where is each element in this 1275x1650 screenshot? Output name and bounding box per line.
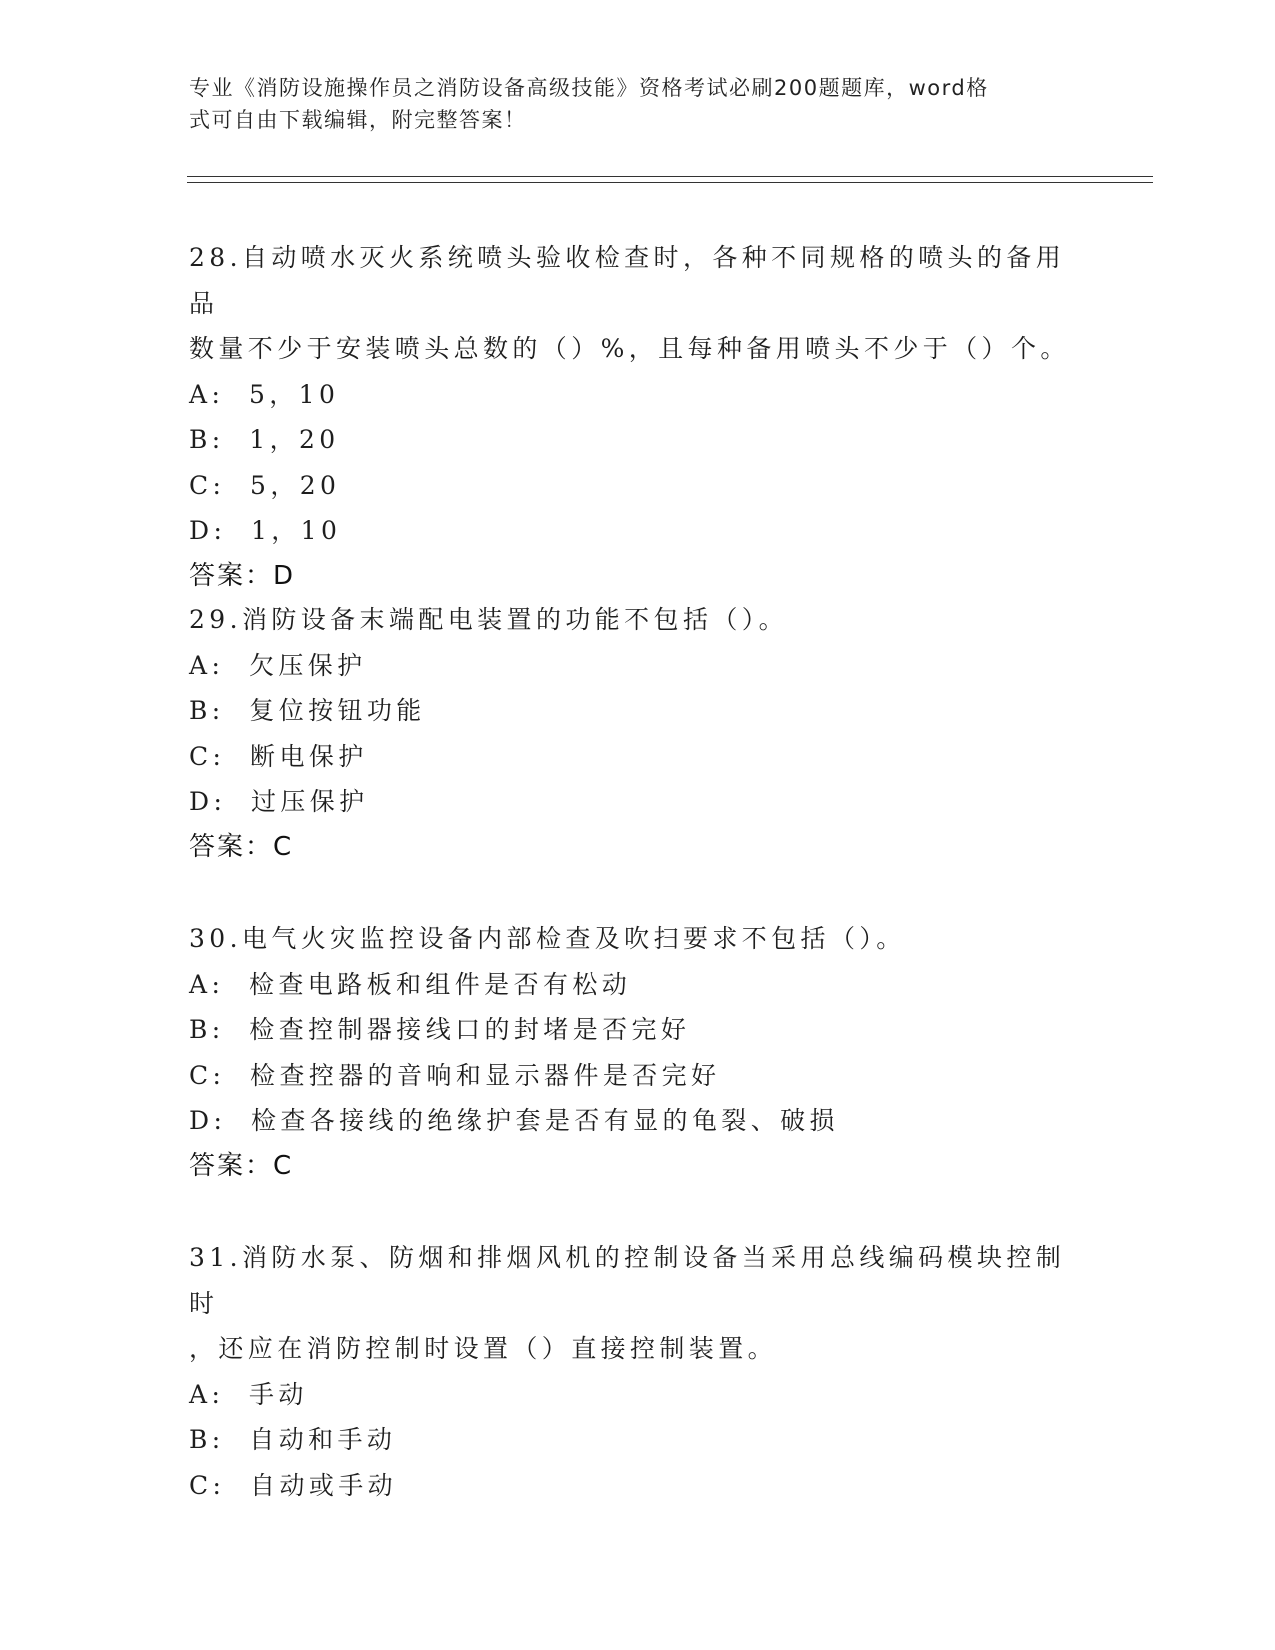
question-stem [189,235,1089,372]
question-stem-line-2: ，还应在消防控制时设置（）直接控制装置。 [189,1334,778,1363]
answer-line: 答案：C [189,831,294,862]
answer-line: 答案：C [189,1150,294,1181]
question-stem [189,597,1089,643]
question-stem-line-1: 28.自动喷水灭火系统喷头验收检查时，各种不同规格的喷头的备用品 [189,243,1066,318]
option-d: D: 1，10 [189,516,342,545]
option-a: A: 5，10 [189,379,340,409]
header-divider-bottom [187,182,1153,183]
option-c: C: 自动或手动 [189,1470,398,1500]
option-d: D: 过压保护 [189,787,369,816]
option-b: B: 检查控制器接线口的封堵是否完好 [189,1015,691,1044]
option-a: A: 检查电路板和组件是否有松动 [189,969,632,999]
option-b: B: 自动和手动 [189,1425,397,1454]
header-line-1: 专业《消防设施操作员之消防设备高级技能》资格考试必刷200题题库，word格 [189,76,989,100]
option-c: C: 断电保护 [189,741,368,771]
header-divider-top [187,176,1153,177]
question-stem [189,916,1089,962]
question-30 [189,916,1089,1189]
question-stem [189,1235,1089,1372]
question-stem-line-1: 30.电气火灾监控设备内部检查及吹扫要求不包括（）。 [189,924,906,953]
option-a: A: 手动 [189,1379,308,1409]
option-a: A: 欠压保护 [189,650,367,680]
option-c: C: 5，20 [189,470,341,500]
question-stem-line-2: 数量不少于安装喷头总数的（）%，且每种备用喷头不少于（）个。 [189,334,1070,363]
question-28 [189,235,1089,599]
question-stem-line-1: 31.消防水泵、防烟和排烟风机的控制设备当采用总线编码模块控制时 [189,1243,1066,1318]
option-c: C: 检查控器的音响和显示器件是否完好 [189,1060,721,1090]
question-stem-line-1: 29.消防设备末端配电装置的功能不包括（）。 [189,605,789,634]
question-31 [189,1235,1089,1508]
document-header [189,72,1089,136]
header-line-2: 式可自由下载编辑，附完整答案！ [189,108,527,132]
question-29 [189,597,1089,870]
option-d: D: 检查各接线的绝缘护套是否有显的龟裂、破损 [189,1106,839,1135]
option-b: B: 复位按钮功能 [189,696,426,725]
option-b: B: 1，20 [189,425,340,454]
answer-line: 答案：D [189,560,296,591]
